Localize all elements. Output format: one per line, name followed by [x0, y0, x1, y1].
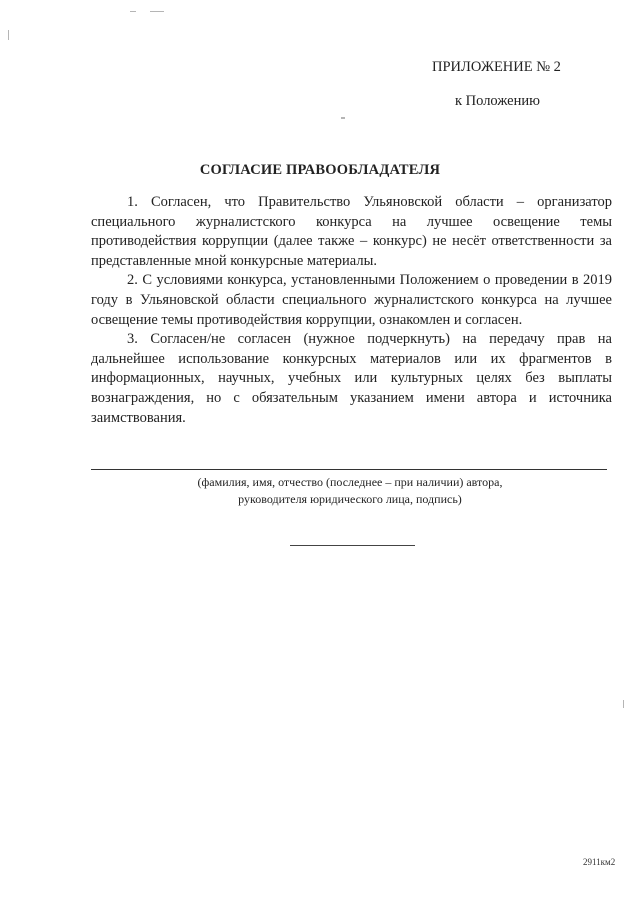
document-title: СОГЛАСИЕ ПРАВООБЛАДАТЕЛЯ: [199, 162, 441, 178]
appendix-label: ПРИЛОЖЕНИЕ № 2: [432, 59, 561, 75]
paragraph-2: 2. С условиями конкурса, установленными Положением о проведении в 2019 году в Ульяновской области специального журналистского конкурса на лучшее освещение темы противодействия коррупции, ознакомлен и согласен.: [91, 272, 612, 328]
date-line: [290, 545, 415, 546]
regulation-reference: к Положению: [455, 93, 540, 109]
paragraph-3: 3. Согласен/не согласен (нужное подчеркнуть) на передачу прав на дальнейшее использование конкурсных материалов или их фрагментов в информационных, научных, учебных или культурных целях без выплаты вознаграждения, но с обязательным указанием имени автора и источника заимствования.: [91, 331, 612, 426]
document-body: [91, 193, 612, 428]
signature-caption: [0, 474, 640, 508]
scan-speck: [623, 700, 624, 708]
footer-code: 2911км2: [583, 857, 616, 867]
signature-caption-line-1: (фамилия, имя, отчество (последнее – при наличии) автора,: [197, 475, 503, 489]
scan-speck: [341, 117, 345, 119]
scan-speck: [8, 30, 9, 40]
signature-line: [91, 469, 607, 470]
scan-speck: [130, 11, 136, 12]
scan-speck: [150, 11, 164, 12]
signature-caption-line-2: руководителя юридического лица, подпись): [238, 492, 462, 506]
paragraph-1: 1. Согласен, что Правительство Ульяновской области – организатор специального журналистского конкурса на лучшее освещение темы противодействия коррупции (далее также – конкурс) не несёт ответственности за представленные мной конкурсные материалы.: [91, 194, 612, 269]
